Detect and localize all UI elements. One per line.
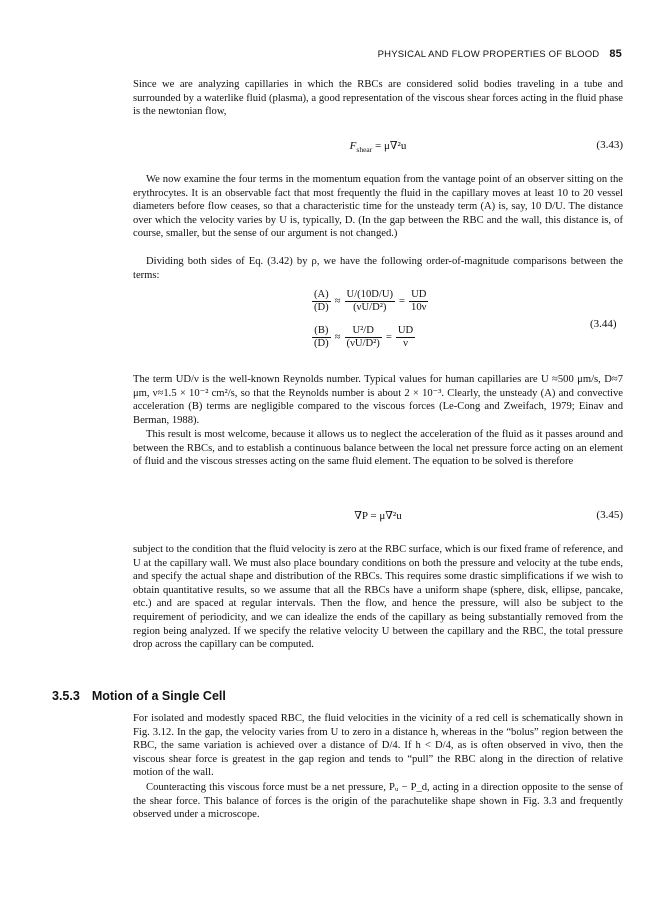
paragraph-4: The term UD/ν is the well-known Reynolds number. Typical values for human capillaries are U ≈500 μm/s, D≈7 μm, ν≈1.5 × 10⁻² cm²/s, so that the Reynolds number is about 2 × 10⁻³. Clearly, the unsteady (A) and convective acceleration (B) terms are negligible compared to the viscous forces (Le-Cong and Zweifach, 1979; Einav and Berman, 1988).	[133, 374, 623, 426]
equation-3-43	[133, 139, 623, 153]
eq344-r2-right: $\frac{UD}{\nu}$	[397, 325, 414, 349]
eq343-rhs: = μ∇²u	[372, 140, 407, 152]
eq344-row-2: $\frac{(B)}{(D)}$ ≈ $\frac{\text{U²/D}}{\text{(νU/D²)}}$ = $\frac{UD}{\nu}$	[314, 325, 414, 349]
page-number: 85	[609, 48, 622, 60]
eq343-lhs: F	[349, 140, 357, 152]
paragraph-8: Counteracting this viscous force must be a net pressure, Pᵤ − P_d, acting in a direction opposite to the sense of the shear force. This balance of forces is the origin of the parachutelike shape shown in Fig. 3.3 and frequently observed under a microscope.	[133, 782, 623, 821]
eq344-r1-left: $\frac{(A)}{(D)}$	[314, 289, 329, 313]
paragraph-3: Dividing both sides of Eq. (3.42) by ρ, we have the following order-of-magnitude comparisons between the terms:	[133, 256, 623, 281]
eq344-r2-mid: $\frac{\text{U²/D}}{\text{(νU/D²)}}$	[346, 325, 380, 349]
equation-3-45	[133, 509, 623, 523]
section-heading	[52, 689, 226, 703]
eq344-r1-right: $\frac{UD}{10\nu}$	[411, 289, 427, 313]
paragraph-2: We now examine the four terms in the momentum equation from the vantage point of an observer sitting on the erythrocytes. It is an observable fact that most frequently the fluid in the capillary moves at least 10 to 20 vessel diameters before flow ceases, so that a characteristic time for the unsteady term (A) is, say, 10 D/U. The distance over which the velocity varies by U is, typically, D. (In the gap between the RBC and the wall, this distance is, of course, smaller, but the sense of our argument is not changed.)	[133, 174, 623, 240]
section-title: Motion of a Single Cell	[91, 689, 226, 703]
eq345-number: (3.45)	[596, 509, 623, 521]
paragraph-5: This result is most welcome, because it allows us to neglect the acceleration of the fluid as it passes around and between the RBCs, and to establish a continuous balance between the local net pressure force acting on an element of fluid and the viscous stresses acting on the same fluid element. The equation to be solved is therefore	[133, 429, 623, 468]
running-header	[378, 48, 622, 60]
running-title: PHYSICAL AND FLOW PROPERTIES OF BLOOD	[377, 49, 600, 60]
eq344-r1-mid: $\frac{U/(10D/U)}{\text{(νU/D²)}}$	[346, 289, 394, 313]
eq344-row-1: $\frac{(A)}{(D)}$ ≈ $\frac{U/(10D/U)}{\text{(νU/D²)}}$ = $\frac{UD}{10\nu}$	[314, 289, 427, 313]
eq343-number: (3.43)	[596, 139, 623, 151]
eq344-r2-left: $\frac{(B)}{(D)}$	[314, 325, 329, 349]
paragraph-7: For isolated and modestly spaced RBC, the fluid velocities in the vicinity of a red cell is schematically shown in Fig. 3.12. In the gap, the velocity varies from U to zero in a distance h, whereas in the “bolus” region between the RBC, the same variation is achieved over a distance of D/4. If h < D/4, as is often observed in vivo, then the viscous shear force is greatest in the gap region and tends to “pull” the RBC along in the direction of relative motion of the wall.	[133, 713, 623, 779]
paragraph-1: Since we are analyzing capillaries in which the RBCs are considered solid bodies traveling in a tube and surrounded by a waterlike fluid (plasma), a good representation of the viscous shear forces acting in the fluid phase is the newtonian flow,	[133, 79, 623, 118]
paragraph-6: subject to the condition that the fluid velocity is zero at the RBC surface, which is our fixed frame of reference, and U at the capillary wall. We must also place boundary conditions on both the pressure and velocity at the tube ends, and specify the actual shape and distribution of the RBCs. This requires some drastic simplifications if we wish to obtain quantitative results, so we assume that all the RBCs have a uniform shape (sphere, disk, ellipse, pancake, etc.) and are spaced at regular intervals. Then the flow, and hence the pressure, will also be subject to the requirement of periodicity, and we can idealize the ends of the capillary as being substantially removed from the region being analyzed. If we specify the relative velocity U between the capillary and the RBC, the total pressure drop across the capillary can be computed.	[133, 544, 623, 651]
eq344-number: (3.44)	[590, 318, 617, 330]
section-number: 3.5.3	[52, 689, 80, 703]
eq345-body: ∇P = μ∇²u	[354, 510, 402, 522]
eq343-lhs-sub: shear	[356, 145, 373, 155]
